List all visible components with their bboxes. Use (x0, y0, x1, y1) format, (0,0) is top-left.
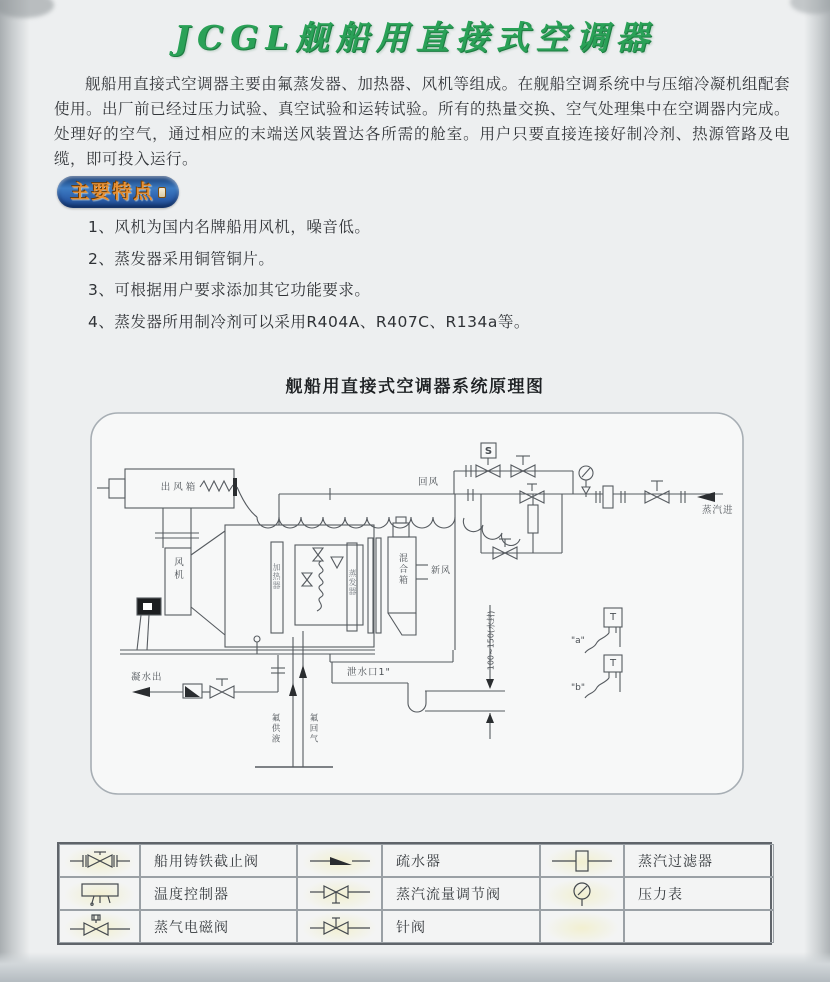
sensor-b-label: "b" (571, 683, 585, 693)
sensor-a-label: "a" (571, 636, 585, 646)
temp-sensor-letter-a: T (609, 612, 617, 623)
features-badge-label: 主要特点 (70, 180, 155, 203)
legend-symbol-flow-valve (297, 877, 382, 910)
legend-label: 温度控制器 (140, 877, 297, 910)
diagram-title: 舰船用直接式空调器系统原理图 (285, 377, 545, 397)
water-seal-dimension-label: 100~150(水封) (486, 610, 496, 671)
gas-return-label: 氟回气 (308, 713, 318, 745)
legend-label: 疏水器 (382, 844, 540, 877)
fresh-air-label: 新风 (431, 566, 452, 576)
scan-edge-bottom (0, 952, 830, 982)
legend-symbol-pressure-gauge (540, 877, 624, 910)
pressure-gauge-icon (549, 881, 615, 907)
legend-symbol-globe-valve (59, 844, 140, 877)
features-badge (57, 176, 179, 208)
legend-label: 压力表 (624, 877, 774, 910)
legend-symbol-temp-controller (59, 877, 140, 910)
needle-valve-icon (307, 914, 373, 940)
flow-valve-icon (307, 881, 373, 907)
legend-cell-empty (624, 910, 774, 943)
feature-item-2: 2、蒸发器采用铜管铜片。 (88, 249, 275, 268)
outlet-box-label: 出风箱 (160, 482, 199, 493)
feature-item-3: 3、可根据用户要求添加其它功能要求。 (88, 281, 371, 299)
legend-label: 蒸气电磁阀 (140, 910, 297, 943)
evaporator-label: 蒸发器 (348, 569, 357, 596)
legend-label: 蒸汽流量调节阀 (382, 877, 540, 910)
intro-paragraph: 舰船用直接式空调器主要由氟蒸发器、加热器、风机等组成。在舰船空调系统中与压缩冷凝机组配套使用。出厂前已经过压力试验、真空试验和运转试验。所有的热量交换、空气处理集中在空调器内完成。处理好的空气，通过相应的末端送风装置达各所需的舱室。用户只要直接连接好制冷剂、热源管路及电缆，即可投入运行。 (54, 75, 791, 168)
steam-filter-icon (549, 848, 615, 874)
scan-edge-right (804, 0, 830, 982)
legend-symbol-steam-filter (540, 844, 624, 877)
return-air-label: 回风 (418, 477, 440, 488)
drain-port-label: 泄水口1" (347, 667, 391, 678)
globe-valve-icon (67, 848, 133, 874)
temp-controller-icon (67, 881, 133, 907)
legend-label: 蒸汽过滤器 (624, 844, 774, 877)
solenoid-valve-icon (67, 914, 133, 940)
mixing-box-label: 混合箱 (397, 553, 407, 586)
legend-symbol-solenoid-valve (59, 910, 140, 943)
heater-label: 加热器 (272, 563, 281, 590)
badge-dot-icon (158, 187, 166, 198)
features-list (88, 212, 748, 338)
temp-sensor-letter-b: T (609, 658, 617, 669)
page-title: JCGL舰船用直接式空调器 (174, 18, 656, 57)
legend-symbol-steam-trap (297, 844, 382, 877)
feature-item-1: 1、风机为国内名牌船用风机，噪音低。 (88, 218, 371, 236)
scan-edge-left (0, 0, 30, 982)
legend-symbol-needle-valve (297, 910, 382, 943)
steam-trap-icon (307, 848, 373, 874)
fan-label: 风机 (172, 557, 183, 582)
schematic-linework (85, 405, 755, 805)
feature-item-4: 4、蒸发器所用制冷剂可以采用R404A、R407C、R134a等。 (88, 312, 530, 331)
liquid-supply-label: 氟供液 (270, 713, 280, 745)
solenoid-letter: S (484, 446, 493, 457)
legend-table (57, 842, 772, 945)
legend-label: 针阀 (382, 910, 540, 943)
legend-cell-empty (540, 910, 624, 943)
condensate-out-label: 凝水出 (131, 672, 163, 683)
legend-label: 船用铸铁截止阀 (140, 844, 297, 877)
system-schematic-diagram (85, 405, 755, 805)
steam-inlet-label: 蒸汽进 (702, 505, 734, 516)
